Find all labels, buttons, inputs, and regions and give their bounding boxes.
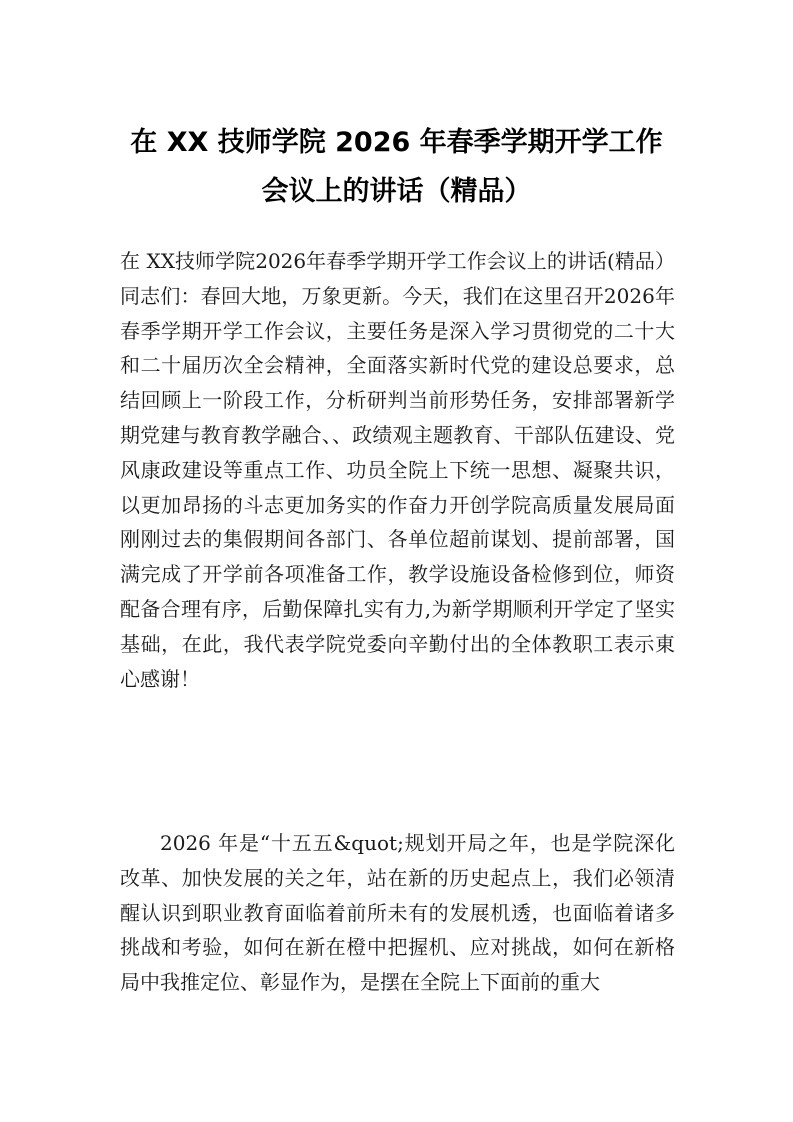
document-title-line-1: 在 XX 技师学院 2026 年春季学期开学工作	[130, 127, 663, 158]
document-title-line-2: 会议上的讲话（精品）	[261, 176, 532, 207]
body-paragraph: 在 XX技师学院2026年春季学期开学工作会议上的讲话(精品）同志们：春回大地，万象更新。今天，我们在这里召开2026年春季学期开学工作会议，主要任务是深入学习贯彻党的二十大和二十届历次全会精神，全面落实新时代党的建设总要求，总结回顾上一阶段工作，分析研判当前形势任务，安排部署新学期党建与教育教学融合、、政绩观主题教育、干部队伍建设、党风康政建设等重点工作、功员全院上下统一思想、凝聚共识，以更加昂扬的斗志更加务实的作奋力开创学院高质量发展局面刚刚过去的集假期间各部门、各单位超前谋划、提前部署，国满完成了开学前各项准备工作，教学设施设备检修到位，师资配备合理有序，后勤保障扎实有力,为新学期顺利开学定了坚实基础，在此，我代表学院党委向辛勤付出的全体教职工表示東心感谢！	[120, 249, 675, 691]
body-paragraph: 2026 年是“十五五&quot;规划开局之年，也是学院深化改革、加快发展的关之年，站在新的历史起点上，我们必领清醒认识到职业教育面临着前所未有的发展机透，也面临着诸多挑战和考验，如何在新在橙中把握机、应对挑战，如何在新格局中我推定位、彰显作为，是摆在全院上下面前的重大	[120, 831, 675, 995]
